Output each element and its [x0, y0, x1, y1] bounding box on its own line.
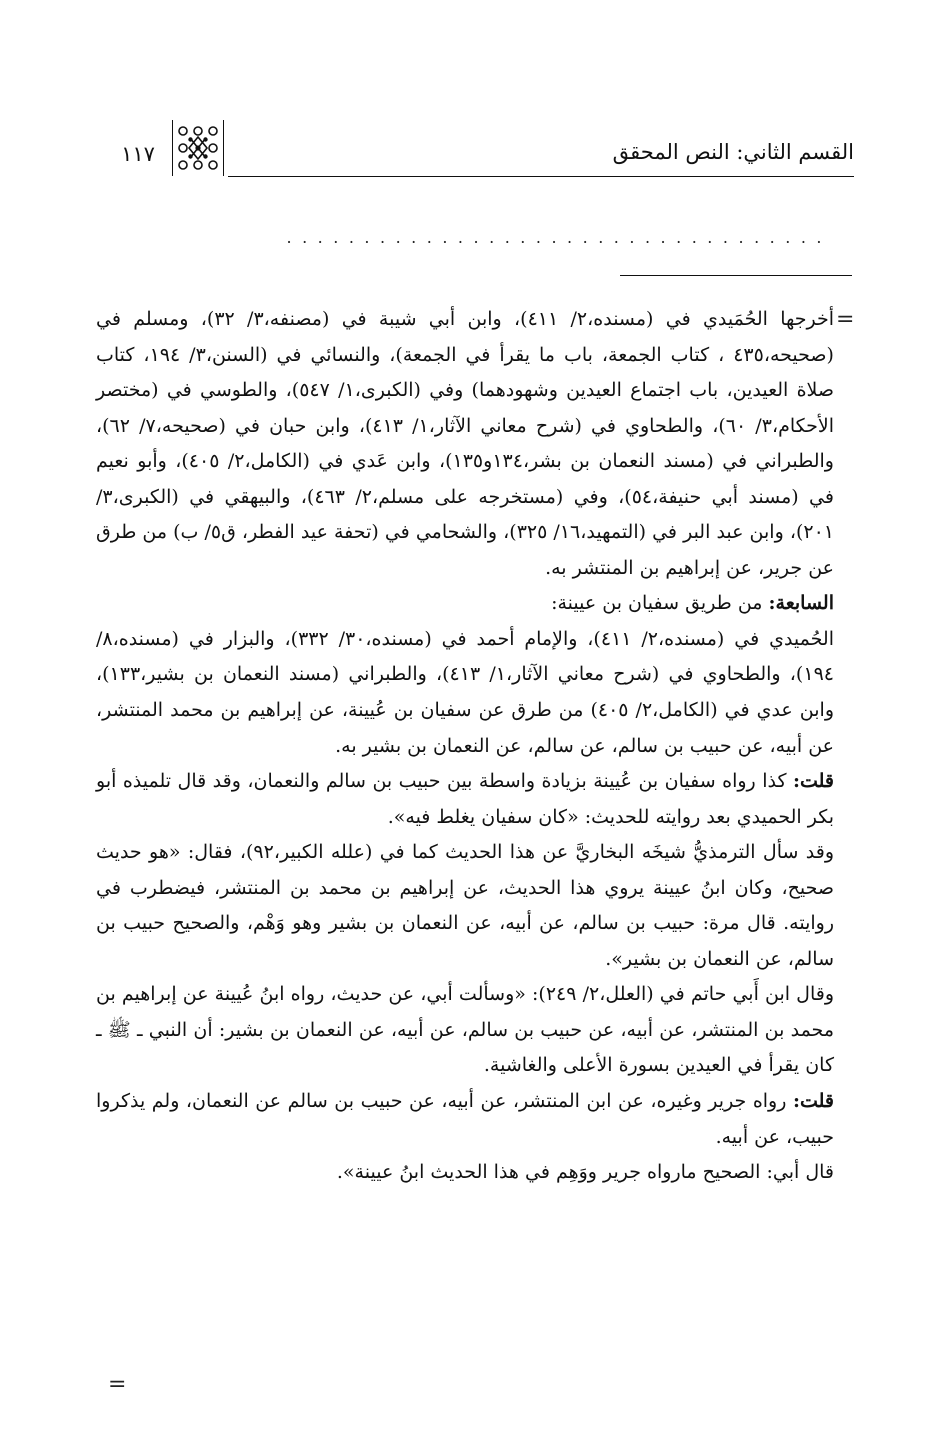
paragraph-8: [96, 1155, 834, 1191]
continuation-marker-bottom: =: [108, 1372, 127, 1397]
paragraph-7-lead: قلت:: [792, 1090, 834, 1113]
paragraph-4-lead: قلت:: [792, 770, 834, 793]
footnote-separator-rule: [620, 275, 852, 276]
paragraph-1-text: أخرجها الحُمَيدي في (مسنده،٢/ ٤١١)، وابن أبي شيبة في (مصنفه،٣/ ٣٢)، ومسلم في (صحيحه،٤٣٥ ، كتاب الجمعة، باب ما يقرأ في الجمعة)، والنسائي في (السنن،٣/ ١٩٤، كتاب صلاة العيدين، باب اجتماع العيدين وشهودهما) وفي (الكبرى،١/ ٥٤٧)، والطوسي في (مختصر الأحكام،٣/ ٦٠)، والطحاوي في (شرح معاني الآثار،١/ ٤١٣)، وابن حبان في (صحيحه،٧/ ٦٢)، والطبراني في (مسند النعمان بن بشر،١٣٤و١٣٥)، وابن عَدي في (الكامل،٢/ ٤٠٥)، وأبو نعيم في (مسند أبي حنيفة،٥٤)، وفي (مستخرجه على مسلم،٢/ ٤٦٣)، والبيهقي في (الكبرى،٣/ ٢٠١)، وابن عبد البر في (التمهيد،١٦/ ٣٢٥)، والشحامي في (تحفة عيد الفطر، ق٥/ ب) من طرق عن جرير، عن إبراهيم بن المنتشر به.: [96, 308, 835, 579]
paragraph-5-text: وقد سأل الترمذيُّ شيخَه البخاريَّ عن هذا الحديث كما في (علله الكبير،٩٢)، فقال: «هو حديث صحيح، وكان ابنُ عيينة يروي هذا الحديث، عن إبراهيم بن محمد بن المنتشر، فيضطرب في روايته. قال مرة: حبيب بن سالم، عن أبيه، عن النعمان بن بشير وهو وَهْم، والصحيح حبيب بن سالم، عن النعمان بن بشير».: [96, 841, 834, 970]
paragraph-4-text: كذا رواه سفيان بن عُيينة بزيادة واسطة بين حبيب بن سالم والنعمان، وقد قال تلميذه أبو بكر الحميدي بعد روايته للحديث: «كان سفيان يغلط فيه».: [96, 770, 834, 828]
paragraph-3-text: الحُميدي في (مسنده،٢/ ٤١١)، والإمام أحمد في (مسنده،٣٠/ ٣٣٢)، والبزار في (مسنده،٨/ ١٩٤)، والطحاوي في (شرح معاني الآثار،١/ ٤١٣)، والطبراني (مسند النعمان بن بشير،١٣٣)، وابن عدي في (الكامل،٢/ ٤٠٥) من طرق عن سفيان بن عُيينة، عن إبراهيم بن محمد المنتشر، عن أبيه، عن حبيب بن سالم، عن سالم، عن النعمان بن بشير به.: [96, 627, 835, 757]
ornament-icon: [172, 120, 224, 176]
paragraph-7: [96, 1084, 834, 1155]
continuation-marker-top: =: [836, 307, 855, 332]
paragraph-2-text: من طريق سفيان بن عيينة:: [551, 592, 769, 615]
paragraph-4: [96, 764, 834, 835]
paragraph-6: [96, 977, 834, 1084]
paragraph-3: [96, 622, 834, 764]
footnote-body: [96, 302, 834, 1191]
paragraph-2: [96, 586, 834, 622]
paragraph-8-text: قال أبي: الصحيح مارواه جرير ووَهِم في هذا الحديث ابنُ عيينة».: [336, 1161, 834, 1184]
dotted-separator: ...................................: [286, 228, 832, 247]
paragraph-7-text: رواه جرير وغيره، عن ابن المنتشر، عن أبيه، عن حبيب بن سالم عن النعمان، ولم يذكروا حبيب، عن أبيه.: [96, 1090, 834, 1148]
paragraph-5: [96, 835, 834, 977]
paragraph-1: [96, 302, 834, 586]
running-header: [110, 118, 854, 180]
page-number: ١١٧: [121, 142, 155, 166]
header-rule: [228, 176, 854, 177]
header-title: القسم الثاني: النص المحقق: [612, 140, 854, 164]
paragraph-2-lead: السابعة:: [768, 592, 834, 615]
ornament-pattern-icon: [175, 123, 221, 173]
paragraph-6-text: وقال ابن أَبي حاتم في (العلل،٢/ ٢٤٩): «وسألت أبي، عن حديث، رواه ابنُ عُيينة عن إبراهيم بن محمد بن المنتشر، عن أبيه، عن حبيب بن سالم، عن أبيه، عن النعمان بن بشير: أن النبي ـ ﷺ ـ كان يقرأ في العيدين بسورة الأعلى والغاشية.: [96, 983, 834, 1077]
